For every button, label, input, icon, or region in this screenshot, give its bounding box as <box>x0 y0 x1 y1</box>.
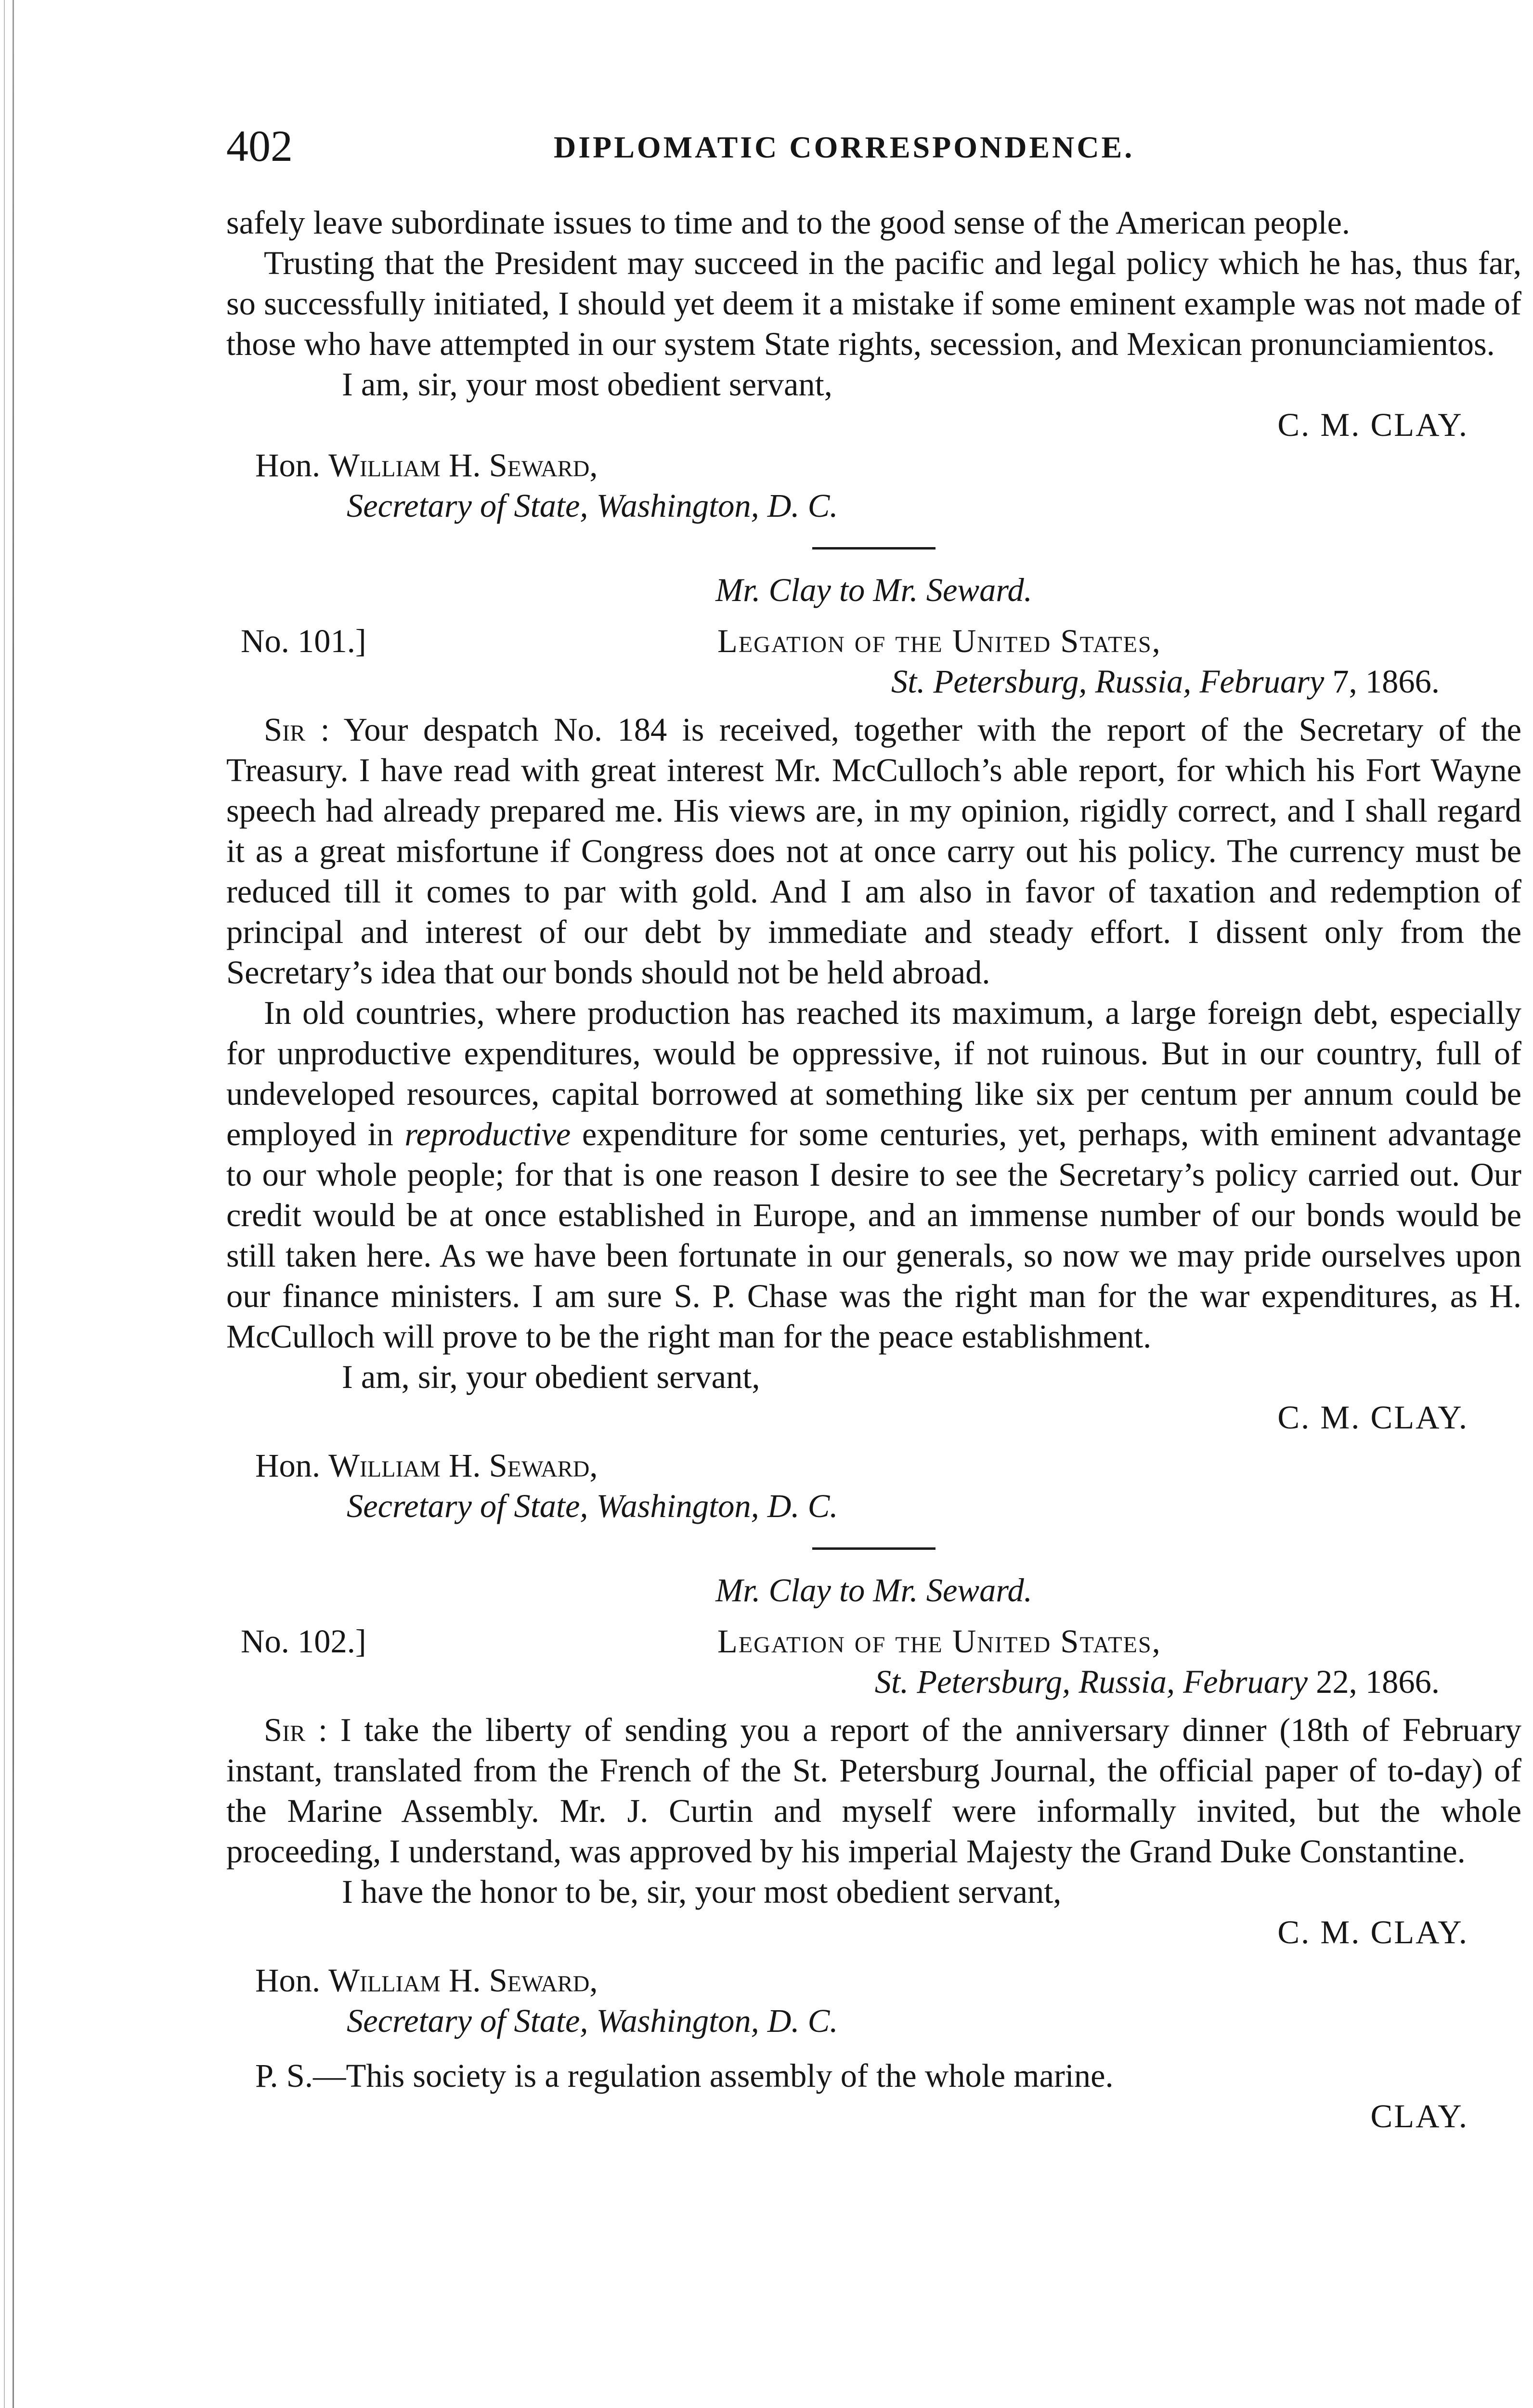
letter-102-legation: Legation of the United States, <box>717 1623 1161 1660</box>
letter-101-paragraph-1 <box>226 709 1521 993</box>
letter-102-place-date <box>226 1662 1521 1702</box>
letter-101-addressee-name: William H. Seward, <box>328 1447 598 1484</box>
intro-addressee-name: William H. Seward, <box>328 447 598 484</box>
binding-edge-line <box>4 0 5 2408</box>
letter-102-paragraph-1-text: I take the liberty of sending you a report of the anniversary dinner (18th of February instant, translated from the French of the St. Petersburg Journal, the official paper of to-day) of the Marine Assembly. Mr. J. Curtin and myself were informally invited, but the whole proceeding, I understand, was approved by his imperial Majesty the Grand Duke Constantine. <box>226 1712 1522 1870</box>
letter-102-paragraph-1 <box>226 1710 1521 1871</box>
intro-addressee-office: Secretary of State, Washington, D. C. <box>347 487 838 524</box>
intro-addressee <box>226 445 1521 485</box>
letter-102-closing: I have the honor to be, sir, your most obedient servant, <box>342 1873 1062 1910</box>
running-title: DIPLOMATIC CORRESPONDENCE. <box>554 130 1135 164</box>
letter-101-title: Mr. Clay to Mr. Seward. <box>715 572 1032 608</box>
page-body <box>226 202 1521 2136</box>
letter-101-number: No. 101.] <box>241 623 366 659</box>
letter-101-paragraph-2b: expenditure for some centuries, yet, perhaps, with eminent advantage to our whole people; for that is one reason I desire to see the Secretary’s policy carried out. Our credit would be at once established in Europe, and an immense number of our bonds would be still taken here. As we have been fortunate in our generals, so now we may pride ourselves upon our finance ministers. I am sure S. P. Chase was the right man for the war expenditures, as H. McCulloch will prove to be the right man for the peace establishment. <box>226 1116 1522 1355</box>
letter-101-legation: Legation of the United States, <box>717 623 1161 659</box>
letter-102-addressee-hon: Hon. <box>255 1962 321 1999</box>
intro-closing: I am, sir, your most obedient servant, <box>342 366 832 403</box>
letter-102-salutation: Sir : <box>264 1712 327 1748</box>
letter-102-addressee <box>226 1960 1521 2001</box>
letter-101-addressee-office: Secretary of State, Washington, D. C. <box>347 1488 838 1524</box>
letter-102-place: St. Petersburg, Russia, February <box>874 1663 1308 1700</box>
letter-101-addressee <box>226 1445 1521 1486</box>
intro-signature: C. M. CLAY. <box>1277 406 1468 443</box>
letter-101-dateline <box>226 621 1521 661</box>
letter-102-date: 22, 1866. <box>1316 1663 1440 1700</box>
intro-addressee-hon: Hon. <box>255 447 321 484</box>
letter-101-paragraph-2 <box>226 993 1521 1357</box>
section-divider-2 <box>812 1547 935 1550</box>
intro-paragraph-1: safely leave subordinate issues to time and to the good sense of the American people. <box>226 204 1351 241</box>
letter-101-signature: C. M. CLAY. <box>1277 1399 1468 1436</box>
letter-101-paragraph-2a: In old countries, where production has reached its maximum, a large foreign debt, especially for unproductive expenditures, would be oppressive, if not ruinous. But in our country, full of undeveloped resources, capital borrowed at something like six per centum per annum could be employed in <box>226 995 1521 1152</box>
letter-101-emphasis: reproductive <box>404 1116 571 1152</box>
letter-102-addressee-name: William H. Seward, <box>328 1962 598 1999</box>
page-number: 402 <box>226 121 293 170</box>
letter-101-paragraph-1-text: Your despatch No. 184 is received, together with the report of the Secretary of the Treasury. I have read with great interest Mr. McCulloch’s able report, for which his Fort Wayne speech had already prepared me. His views are, in my opinion, rigidly correct, and I shall regard it as a great misfortune if Congress does not at once carry out his policy. The currency must be reduced till it comes to par with gold. And I am also in favor of taxation and redemption of principal and interest of our debt by immediate and steady effort. I dissent only from the Secretary’s idea that our bonds should not be held abroad. <box>226 711 1521 991</box>
letter-102-signature: C. M. CLAY. <box>1277 1914 1468 1950</box>
letter-101-salutation: Sir : <box>264 711 330 748</box>
letter-101-place: St. Petersburg, Russia, February <box>891 663 1325 700</box>
letter-102-title: Mr. Clay to Mr. Seward. <box>715 1572 1032 1609</box>
letter-102-ps-signature: CLAY. <box>1370 2098 1468 2134</box>
letter-101-addressee-hon: Hon. <box>255 1447 321 1484</box>
letter-102-number: No. 102.] <box>241 1623 366 1660</box>
letter-102-dateline <box>226 1621 1521 1662</box>
letter-102-addressee-office: Secretary of State, Washington, D. C. <box>347 2002 838 2039</box>
intro-paragraph-2: Trusting that the President may succeed in the pacific and legal policy which he has, thus far, so successfully initiated, I should yet deem it a mistake if some eminent example was not made of those who have attempted in our system State rights, secession, and Mexican pronunciamientos. <box>226 245 1521 362</box>
section-divider-1 <box>812 547 935 550</box>
letter-102-postscript: P. S.—This society is a regulation assembly of the whole marine. <box>255 2057 1114 2094</box>
binding-edge-shadow <box>13 0 14 2408</box>
letter-101-place-date <box>226 661 1521 702</box>
page-header <box>226 119 1454 172</box>
letter-101-date: 7, 1866. <box>1332 663 1440 700</box>
letter-101-closing: I am, sir, your obedient servant, <box>342 1359 760 1395</box>
